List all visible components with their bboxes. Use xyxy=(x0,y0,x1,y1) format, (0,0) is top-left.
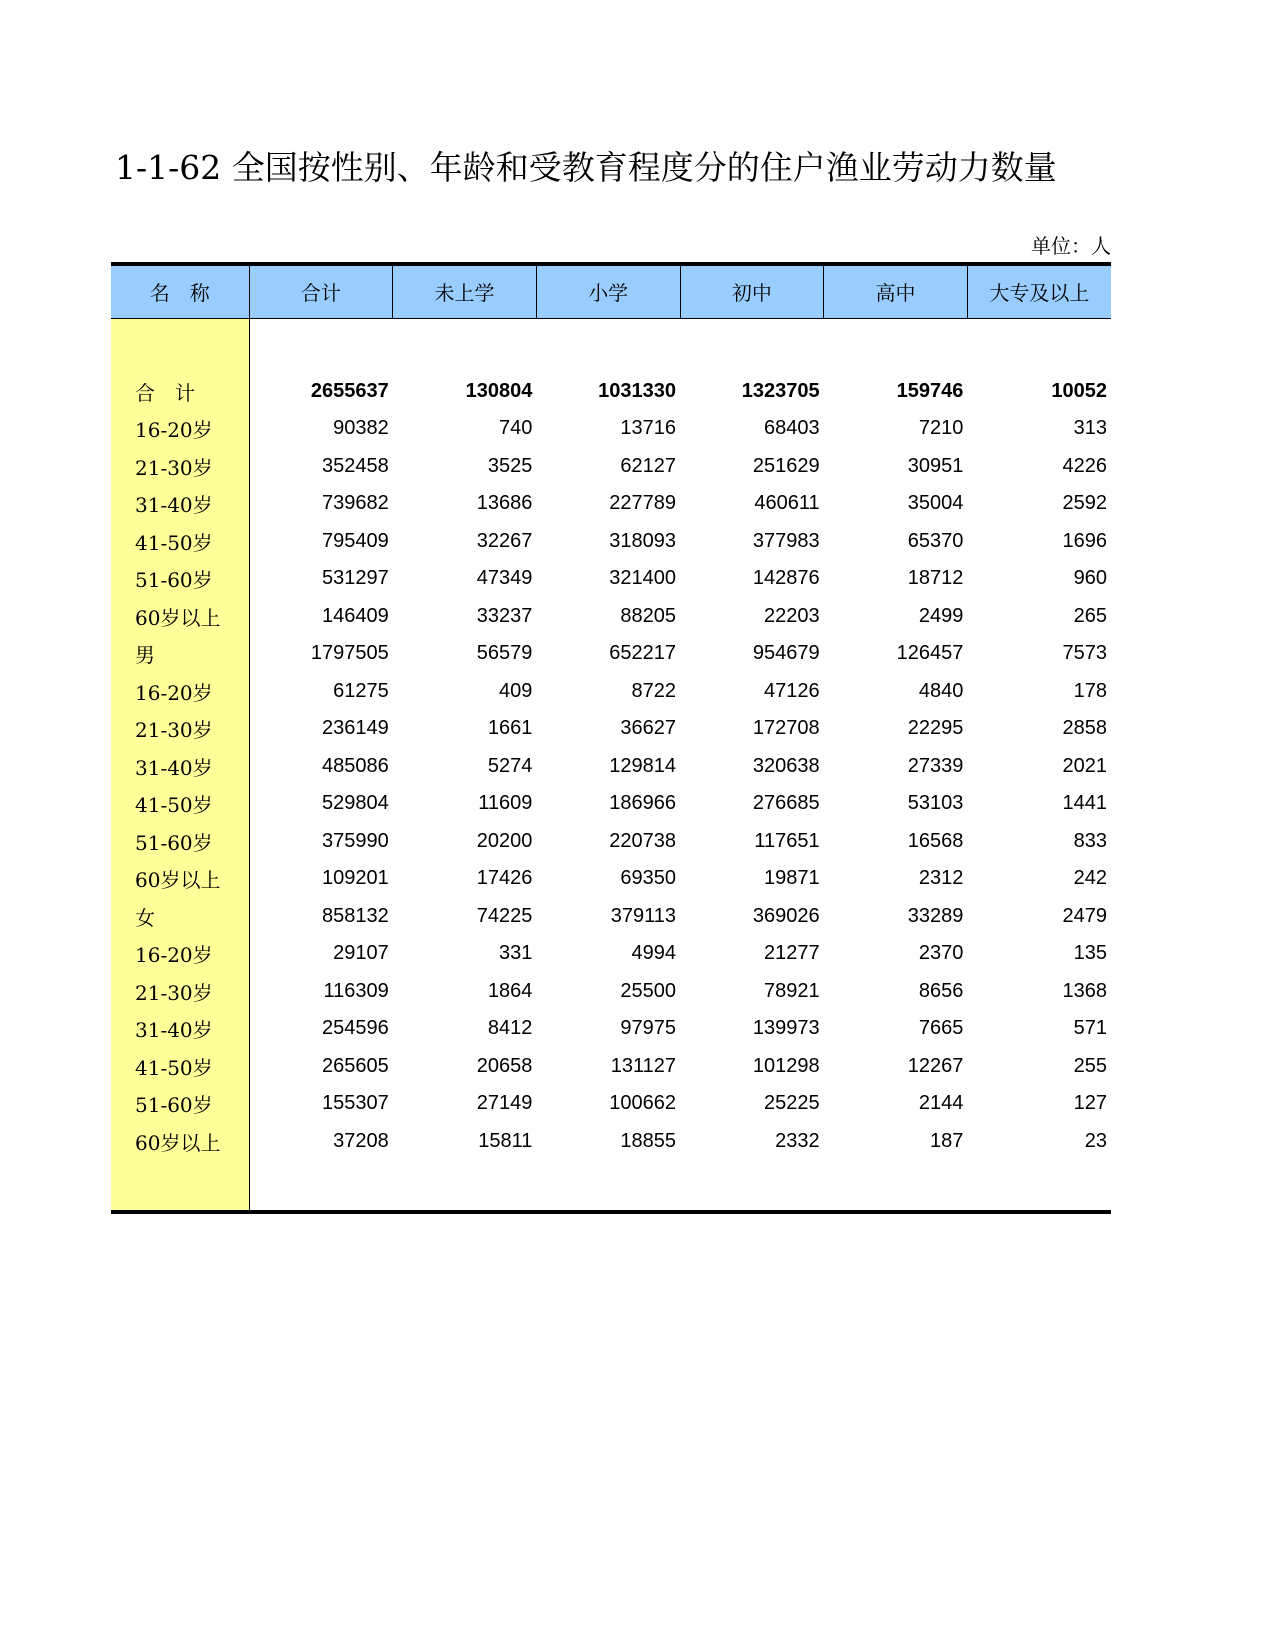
row-label: 51-60岁 xyxy=(111,560,249,598)
table-cell: 22203 xyxy=(764,604,820,627)
row-label: 16-20岁 xyxy=(111,410,249,448)
table-cell: 25500 xyxy=(620,979,677,1002)
table-cell: 8722 xyxy=(631,679,677,702)
row-label: 21-30岁 xyxy=(111,710,249,748)
table-cell: 8656 xyxy=(918,979,964,1002)
table-cell: 146409 xyxy=(321,604,389,627)
table-cell: 652217 xyxy=(609,642,677,665)
table-cell: 68403 xyxy=(764,417,820,440)
row-label: 31-40岁 xyxy=(111,485,249,523)
table-cell: 1696 xyxy=(1062,529,1107,552)
table-cell: 18855 xyxy=(620,1129,677,1152)
table-cell: 131127 xyxy=(610,1054,677,1077)
page-title: 1-1-62 全国按性别、年龄和受教育程度分的住户渔业劳动力数量 xyxy=(115,148,1057,187)
table-cell: 242 xyxy=(1073,867,1107,890)
table-cell: 30951 xyxy=(907,454,964,477)
row-label: 男 xyxy=(111,635,249,673)
table-row xyxy=(111,1123,1111,1161)
row-label: 60岁以上 xyxy=(111,860,249,898)
table-cell: 74225 xyxy=(476,904,533,927)
table-row xyxy=(111,748,1111,786)
table-row xyxy=(111,523,1111,561)
row-label: 21-30岁 xyxy=(111,973,249,1011)
row-label: 16-20岁 xyxy=(111,673,249,711)
table-cell: 47349 xyxy=(476,567,533,590)
table-cell: 33289 xyxy=(907,904,964,927)
table-cell: 954679 xyxy=(752,642,820,665)
table-cell: 331 xyxy=(498,942,533,965)
table-cell: 13686 xyxy=(476,492,533,515)
table-cell: 1031330 xyxy=(598,379,677,402)
table-cell: 740 xyxy=(498,417,533,440)
spacer-row xyxy=(111,318,1111,373)
table-cell: 276685 xyxy=(752,792,820,815)
table-cell: 795409 xyxy=(321,529,389,552)
table-cell: 2312 xyxy=(918,867,964,890)
table-cell: 485086 xyxy=(321,754,389,777)
table-cell: 236149 xyxy=(321,717,389,740)
table-cell: 571 xyxy=(1073,1017,1107,1040)
row-label: 合 计 xyxy=(111,373,249,411)
table-cell: 369026 xyxy=(752,904,820,927)
table-cell: 739682 xyxy=(321,492,389,515)
table-cell: 10052 xyxy=(1051,379,1107,402)
table-body xyxy=(111,318,1111,1212)
table-cell: 139973 xyxy=(752,1017,820,1040)
table-cell: 21277 xyxy=(764,942,820,965)
table-row xyxy=(111,598,1111,636)
table-row xyxy=(111,935,1111,973)
table-cell: 11609 xyxy=(478,792,533,815)
table-cell: 1323705 xyxy=(741,379,820,402)
table-cell: 254596 xyxy=(321,1017,389,1040)
table-row xyxy=(111,710,1111,748)
table-cell: 531297 xyxy=(321,567,389,590)
table-cell: 88205 xyxy=(620,604,677,627)
table-cell: 227789 xyxy=(609,492,677,515)
table-cell: 100662 xyxy=(609,1092,677,1115)
table-cell: 960 xyxy=(1073,567,1107,590)
table-cell: 7573 xyxy=(1062,642,1107,665)
table-cell: 379113 xyxy=(610,904,677,927)
table-cell: 2655637 xyxy=(310,379,389,402)
row-label: 41-50岁 xyxy=(111,1048,249,1086)
table-cell: 130804 xyxy=(465,379,533,402)
table-cell: 375990 xyxy=(321,829,389,852)
table-cell: 2499 xyxy=(918,604,964,627)
table-cell: 15811 xyxy=(478,1129,533,1152)
table-cell: 377983 xyxy=(752,529,820,552)
row-label: 31-40岁 xyxy=(111,1010,249,1048)
spacer-row-bottom xyxy=(111,1160,1111,1212)
row-label: 51-60岁 xyxy=(111,823,249,861)
table-cell: 22295 xyxy=(907,717,964,740)
row-label: 16-20岁 xyxy=(111,935,249,973)
table-cell: 20658 xyxy=(476,1054,533,1077)
table-row xyxy=(111,410,1111,448)
table-cell: 186966 xyxy=(609,792,677,815)
table-cell: 8412 xyxy=(487,1017,533,1040)
table-cell: 53103 xyxy=(907,792,964,815)
table-cell: 1864 xyxy=(487,979,533,1002)
table-cell: 12267 xyxy=(907,1054,964,1077)
table-row xyxy=(111,1048,1111,1086)
table-cell: 116309 xyxy=(323,979,389,1002)
table-cell: 460611 xyxy=(754,492,820,515)
table-cell: 109201 xyxy=(321,867,389,890)
header-primary: 小学 xyxy=(536,264,680,318)
table-cell: 251629 xyxy=(752,454,820,477)
header-no-school: 未上学 xyxy=(393,264,537,318)
table-cell: 409 xyxy=(498,679,533,702)
table-cell: 101298 xyxy=(752,1054,820,1077)
table-row xyxy=(111,785,1111,823)
table-cell: 37208 xyxy=(333,1129,389,1152)
table-cell: 155307 xyxy=(321,1092,389,1115)
table-cell: 265 xyxy=(1073,604,1107,627)
table-cell: 5274 xyxy=(487,754,533,777)
table-cell: 129814 xyxy=(609,754,677,777)
table-cell: 4840 xyxy=(918,679,964,702)
table-cell: 90382 xyxy=(333,417,389,440)
table-cell: 1368 xyxy=(1062,979,1107,1002)
table-cell: 2592 xyxy=(1062,492,1107,515)
table-cell: 2370 xyxy=(918,942,964,965)
data-table-container xyxy=(111,262,1111,1214)
row-label: 女 xyxy=(111,898,249,936)
row-label: 21-30岁 xyxy=(111,448,249,486)
table-cell: 18712 xyxy=(907,567,964,590)
table-cell: 833 xyxy=(1073,829,1107,852)
table-cell: 1661 xyxy=(487,717,533,740)
header-total: 合计 xyxy=(249,264,393,318)
table-row xyxy=(111,635,1111,673)
row-label: 51-60岁 xyxy=(111,1085,249,1123)
table-cell: 27339 xyxy=(907,754,964,777)
table-cell: 4226 xyxy=(1062,454,1107,477)
table-cell: 2479 xyxy=(1062,904,1107,927)
table-cell: 25225 xyxy=(764,1092,820,1115)
table-cell: 36627 xyxy=(620,717,677,740)
table-cell: 187 xyxy=(929,1129,964,1152)
header-row xyxy=(111,264,1111,318)
table-cell: 78921 xyxy=(764,979,820,1002)
table-cell: 7210 xyxy=(918,417,964,440)
table-cell: 255 xyxy=(1073,1054,1107,1077)
table-cell: 7665 xyxy=(918,1017,964,1040)
table-cell: 4994 xyxy=(631,942,677,965)
table-cell: 16568 xyxy=(907,829,964,852)
table-row xyxy=(111,1010,1111,1048)
table-cell: 159746 xyxy=(896,379,964,402)
table-cell: 2332 xyxy=(775,1129,820,1152)
unit-label: 单位：人 xyxy=(1031,234,1111,258)
table-cell: 126457 xyxy=(896,642,964,665)
table-cell: 127 xyxy=(1073,1092,1107,1115)
table-cell: 117651 xyxy=(754,829,820,852)
table-cell: 3525 xyxy=(487,454,533,477)
header-college-above: 大专及以上 xyxy=(967,264,1111,318)
table-cell: 62127 xyxy=(620,454,677,477)
table-cell: 65370 xyxy=(907,529,964,552)
table-cell: 97975 xyxy=(620,1017,677,1040)
table-cell: 2858 xyxy=(1062,717,1107,740)
table-cell: 135 xyxy=(1073,942,1107,965)
table-cell: 20200 xyxy=(476,829,533,852)
header-senior-high: 高中 xyxy=(824,264,968,318)
table-cell: 27149 xyxy=(476,1092,533,1115)
table-row xyxy=(111,673,1111,711)
table-row xyxy=(111,823,1111,861)
data-table xyxy=(111,262,1111,1214)
table-cell: 47126 xyxy=(764,679,820,702)
table-header xyxy=(111,264,1111,318)
table-row xyxy=(111,860,1111,898)
table-cell: 13716 xyxy=(620,417,677,440)
table-cell: 23 xyxy=(1084,1129,1107,1152)
table-row xyxy=(111,485,1111,523)
table-cell: 1797505 xyxy=(310,642,389,665)
row-label: 60岁以上 xyxy=(111,1123,249,1161)
table-cell: 142876 xyxy=(752,567,820,590)
table-row xyxy=(111,1085,1111,1123)
table-cell: 29107 xyxy=(333,942,389,965)
table-cell: 33237 xyxy=(476,604,533,627)
table-cell: 56579 xyxy=(476,642,533,665)
table-cell: 19871 xyxy=(764,867,820,890)
table-cell: 17426 xyxy=(476,867,533,890)
table-cell: 172708 xyxy=(752,717,820,740)
table-row xyxy=(111,373,1111,411)
table-cell: 178 xyxy=(1073,679,1107,702)
table-cell: 220738 xyxy=(609,829,677,852)
table-cell: 858132 xyxy=(321,904,389,927)
table-cell: 32267 xyxy=(476,529,533,552)
header-name: 名 称 xyxy=(111,264,249,318)
table-cell: 2021 xyxy=(1062,754,1107,777)
row-label: 31-40岁 xyxy=(111,748,249,786)
table-cell: 313 xyxy=(1073,417,1107,440)
table-cell: 61275 xyxy=(333,679,389,702)
table-cell: 2144 xyxy=(918,1092,964,1115)
table-row xyxy=(111,898,1111,936)
table-cell: 321400 xyxy=(609,567,677,590)
row-label: 41-50岁 xyxy=(111,523,249,561)
row-label: 60岁以上 xyxy=(111,598,249,636)
table-row xyxy=(111,560,1111,598)
header-junior-high: 初中 xyxy=(680,264,824,318)
table-cell: 318093 xyxy=(609,529,677,552)
table-row xyxy=(111,973,1111,1011)
row-label: 41-50岁 xyxy=(111,785,249,823)
table-cell: 69350 xyxy=(620,867,677,890)
table-cell: 320638 xyxy=(752,754,820,777)
table-row xyxy=(111,448,1111,486)
table-cell: 265605 xyxy=(321,1054,389,1077)
table-cell: 35004 xyxy=(907,492,964,515)
table-cell: 529804 xyxy=(321,792,389,815)
table-cell: 352458 xyxy=(321,454,389,477)
table-cell: 1441 xyxy=(1062,792,1107,815)
